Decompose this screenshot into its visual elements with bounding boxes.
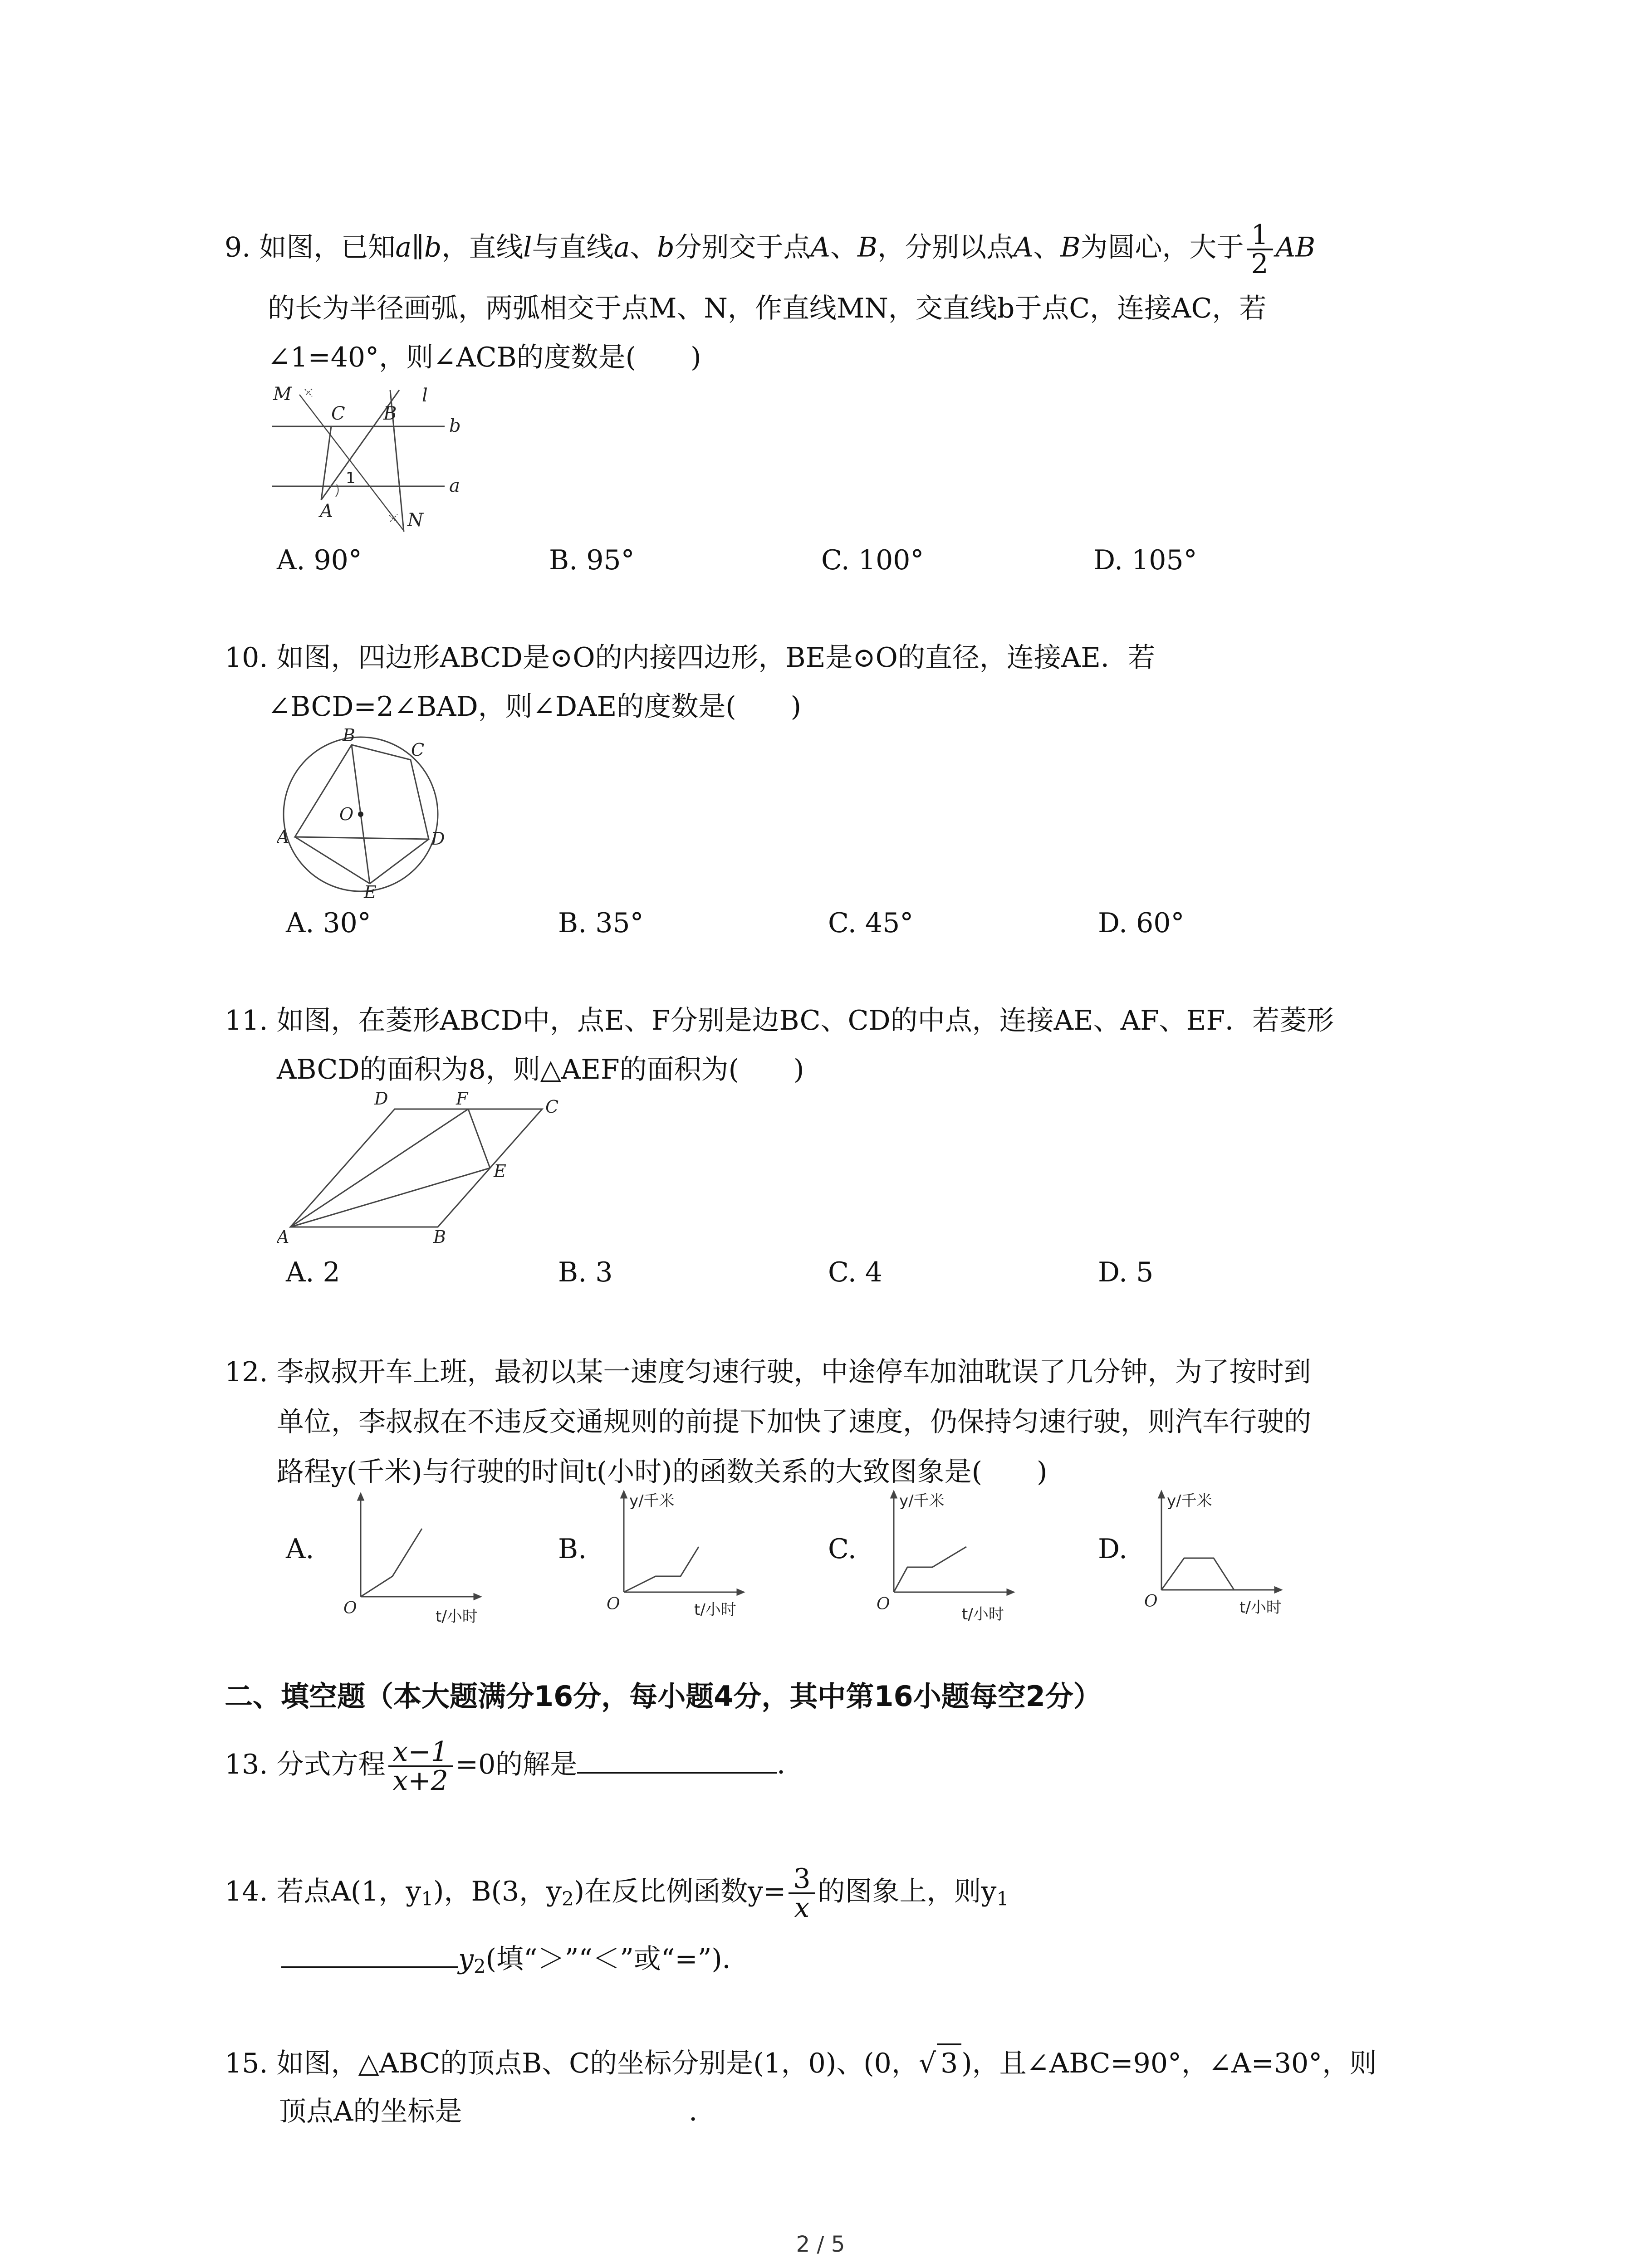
q9-option-d[interactable]: D. 105° — [1093, 544, 1197, 576]
sqrt-icon: √ — [918, 2048, 936, 2079]
q9-label-b: b — [449, 415, 461, 436]
q12-option-d[interactable]: D. — [1098, 1533, 1128, 1565]
svg-text:O: O — [343, 1599, 357, 1618]
q9-label-B: B — [383, 403, 397, 424]
svg-text:O: O — [877, 1595, 890, 1613]
q11-label-F: F — [456, 1091, 468, 1109]
q12-graph-b — [601, 1483, 755, 1619]
q9-line-1: 9. 如图，已知a∥b，直线l与直线a、b分别交于点A、B，分别以点A、B为圆心，大于 $\frac{1}{2}$ AB — [225, 219, 1316, 280]
q14-line-1: 14. 若点A(1，$y_1$)，B(3，$y_2$)在反比例函数y= $\frac{3}{x}$ 的图象上，则$y_1$ — [225, 1863, 1009, 1924]
q9-line-2: 的长为半径画弧，两弧相交于点M、N，作直线MN，交直线b于点C，连接AC，若 — [268, 293, 1267, 324]
q9-option-b[interactable]: B. 95° — [549, 544, 635, 576]
q9-figure — [268, 381, 476, 535]
q11-line-2: ABCD的面积为8，则△AEF的面积为( ) — [277, 1054, 804, 1085]
q11-option-b[interactable]: B. 3 — [558, 1256, 613, 1288]
q10-option-c[interactable]: C. 45° — [828, 907, 914, 939]
svg-text:t/小时: t/小时 — [436, 1608, 478, 1626]
q14-fraction: $\frac{3}{x}$ — [789, 1865, 815, 1921]
q9-line-3: ∠1=40°，则∠ACB的度数是( ) — [268, 342, 701, 373]
q12-graph-c — [871, 1483, 1025, 1624]
q13-line: 13. 分式方程 $\frac{x-1}{x+2}$ =0的解是 ． — [225, 1736, 804, 1797]
q10-option-d[interactable]: D. 60° — [1098, 907, 1185, 939]
q12-line-3: 路程y(千米)与行驶的时间t(小时)的函数关系的大致图象是( ) — [277, 1456, 1048, 1488]
q11-label-C: C — [545, 1097, 559, 1117]
q9-label-1: 1 — [346, 469, 356, 487]
q11-label-E: E — [494, 1161, 506, 1181]
svg-text:O: O — [607, 1595, 620, 1613]
svg-text:t/小时: t/小时 — [1239, 1598, 1282, 1617]
q12-line-2: 单位，李叔叔在不违反交通规则的前提下加快了速度，仍保持匀速行驶，则汽车行驶的 — [277, 1406, 1311, 1438]
q9-fraction: $\frac{1}{2}$ — [1247, 221, 1273, 278]
q10-line-2: ∠BCD=2∠BAD，则∠DAE的度数是( ) — [268, 691, 802, 723]
q14-answer-blank[interactable] — [281, 1939, 458, 1968]
q12-option-c[interactable]: C. — [828, 1533, 857, 1565]
q13-answer-blank[interactable] — [577, 1745, 777, 1774]
q10-figure — [277, 726, 449, 898]
q11-figure — [277, 1091, 585, 1245]
q9-label-A: A — [320, 501, 333, 522]
q9-label-N: N — [407, 510, 423, 531]
svg-text:t/小时: t/小时 — [694, 1601, 736, 1619]
q11-option-a[interactable]: A. 2 — [286, 1256, 340, 1288]
q12-option-b[interactable]: B. — [558, 1533, 587, 1565]
q9-label-M: M — [273, 384, 292, 405]
svg-text:y/千米: y/千米 — [1167, 1492, 1212, 1510]
q10-label-E: E — [364, 882, 377, 898]
q10-label-B: B — [343, 726, 355, 745]
q15-line-1: 15. 如图，△ABC的顶点B、C的坐标分别是(1，0)、(0，√ 3 )，且∠ABC=90°，∠A=30°，则 — [225, 2043, 1376, 2082]
q11-label-D: D — [374, 1091, 388, 1109]
q11-option-c[interactable]: C. 4 — [828, 1256, 883, 1288]
q9-label-C: C — [331, 403, 345, 424]
q10-option-a[interactable]: A. 30° — [286, 907, 371, 939]
q11-label-B: B — [433, 1227, 446, 1245]
svg-text:t/小时: t/小时 — [962, 1605, 1004, 1623]
svg-text:y/千米: y/千米 — [899, 1492, 945, 1510]
q13-fraction: $\frac{x-1}{x+2}$ — [388, 1738, 453, 1794]
q12-option-a[interactable]: A. — [286, 1533, 314, 1565]
q12-graph-a — [338, 1490, 483, 1626]
q11-label-A: A — [277, 1227, 289, 1245]
q9-label-a: a — [449, 475, 460, 496]
page-number: 2 / 5 — [796, 2232, 845, 2257]
q9-label-l: l — [422, 385, 428, 406]
q11-option-d[interactable]: D. 5 — [1098, 1256, 1154, 1288]
q15-line-2: 顶点A的坐标是 ． — [279, 2096, 716, 2127]
q10-label-C: C — [411, 740, 425, 760]
svg-text:y/千米: y/千米 — [629, 1492, 675, 1510]
q10-option-b[interactable]: B. 35° — [558, 907, 644, 939]
q14-line-2: $y_2$(填“＞”“＜”或“=”)． — [281, 1939, 749, 1985]
q9-option-c[interactable]: C. 100° — [821, 544, 924, 576]
q11-line-1: 11. 如图，在菱形ABCD中，点E、F分别是边BC、CD的中点，连接AE、AF、EF．若菱形 — [225, 1005, 1334, 1036]
q10-line-1: 10. 如图，四边形ABCD是⊙O的内接四边形，BE是⊙O的直径，连接AE．若 — [225, 642, 1155, 674]
q10-label-O: O — [339, 804, 354, 824]
q12-line-1: 12. 李叔叔开车上班，最初以某一速度匀速行驶，中途停车加油耽误了几分钟，为了按时到 — [225, 1356, 1311, 1388]
section-heading: 二、填空题（本大题满分16分，每小题4分，其中第16小题每空2分） — [225, 1680, 1102, 1713]
q10-label-D: D — [431, 829, 445, 849]
q10-label-A: A — [277, 827, 289, 847]
q9-option-a[interactable]: A. 90° — [277, 544, 362, 576]
q12-graph-d — [1139, 1483, 1302, 1619]
svg-text:O: O — [1144, 1592, 1158, 1611]
